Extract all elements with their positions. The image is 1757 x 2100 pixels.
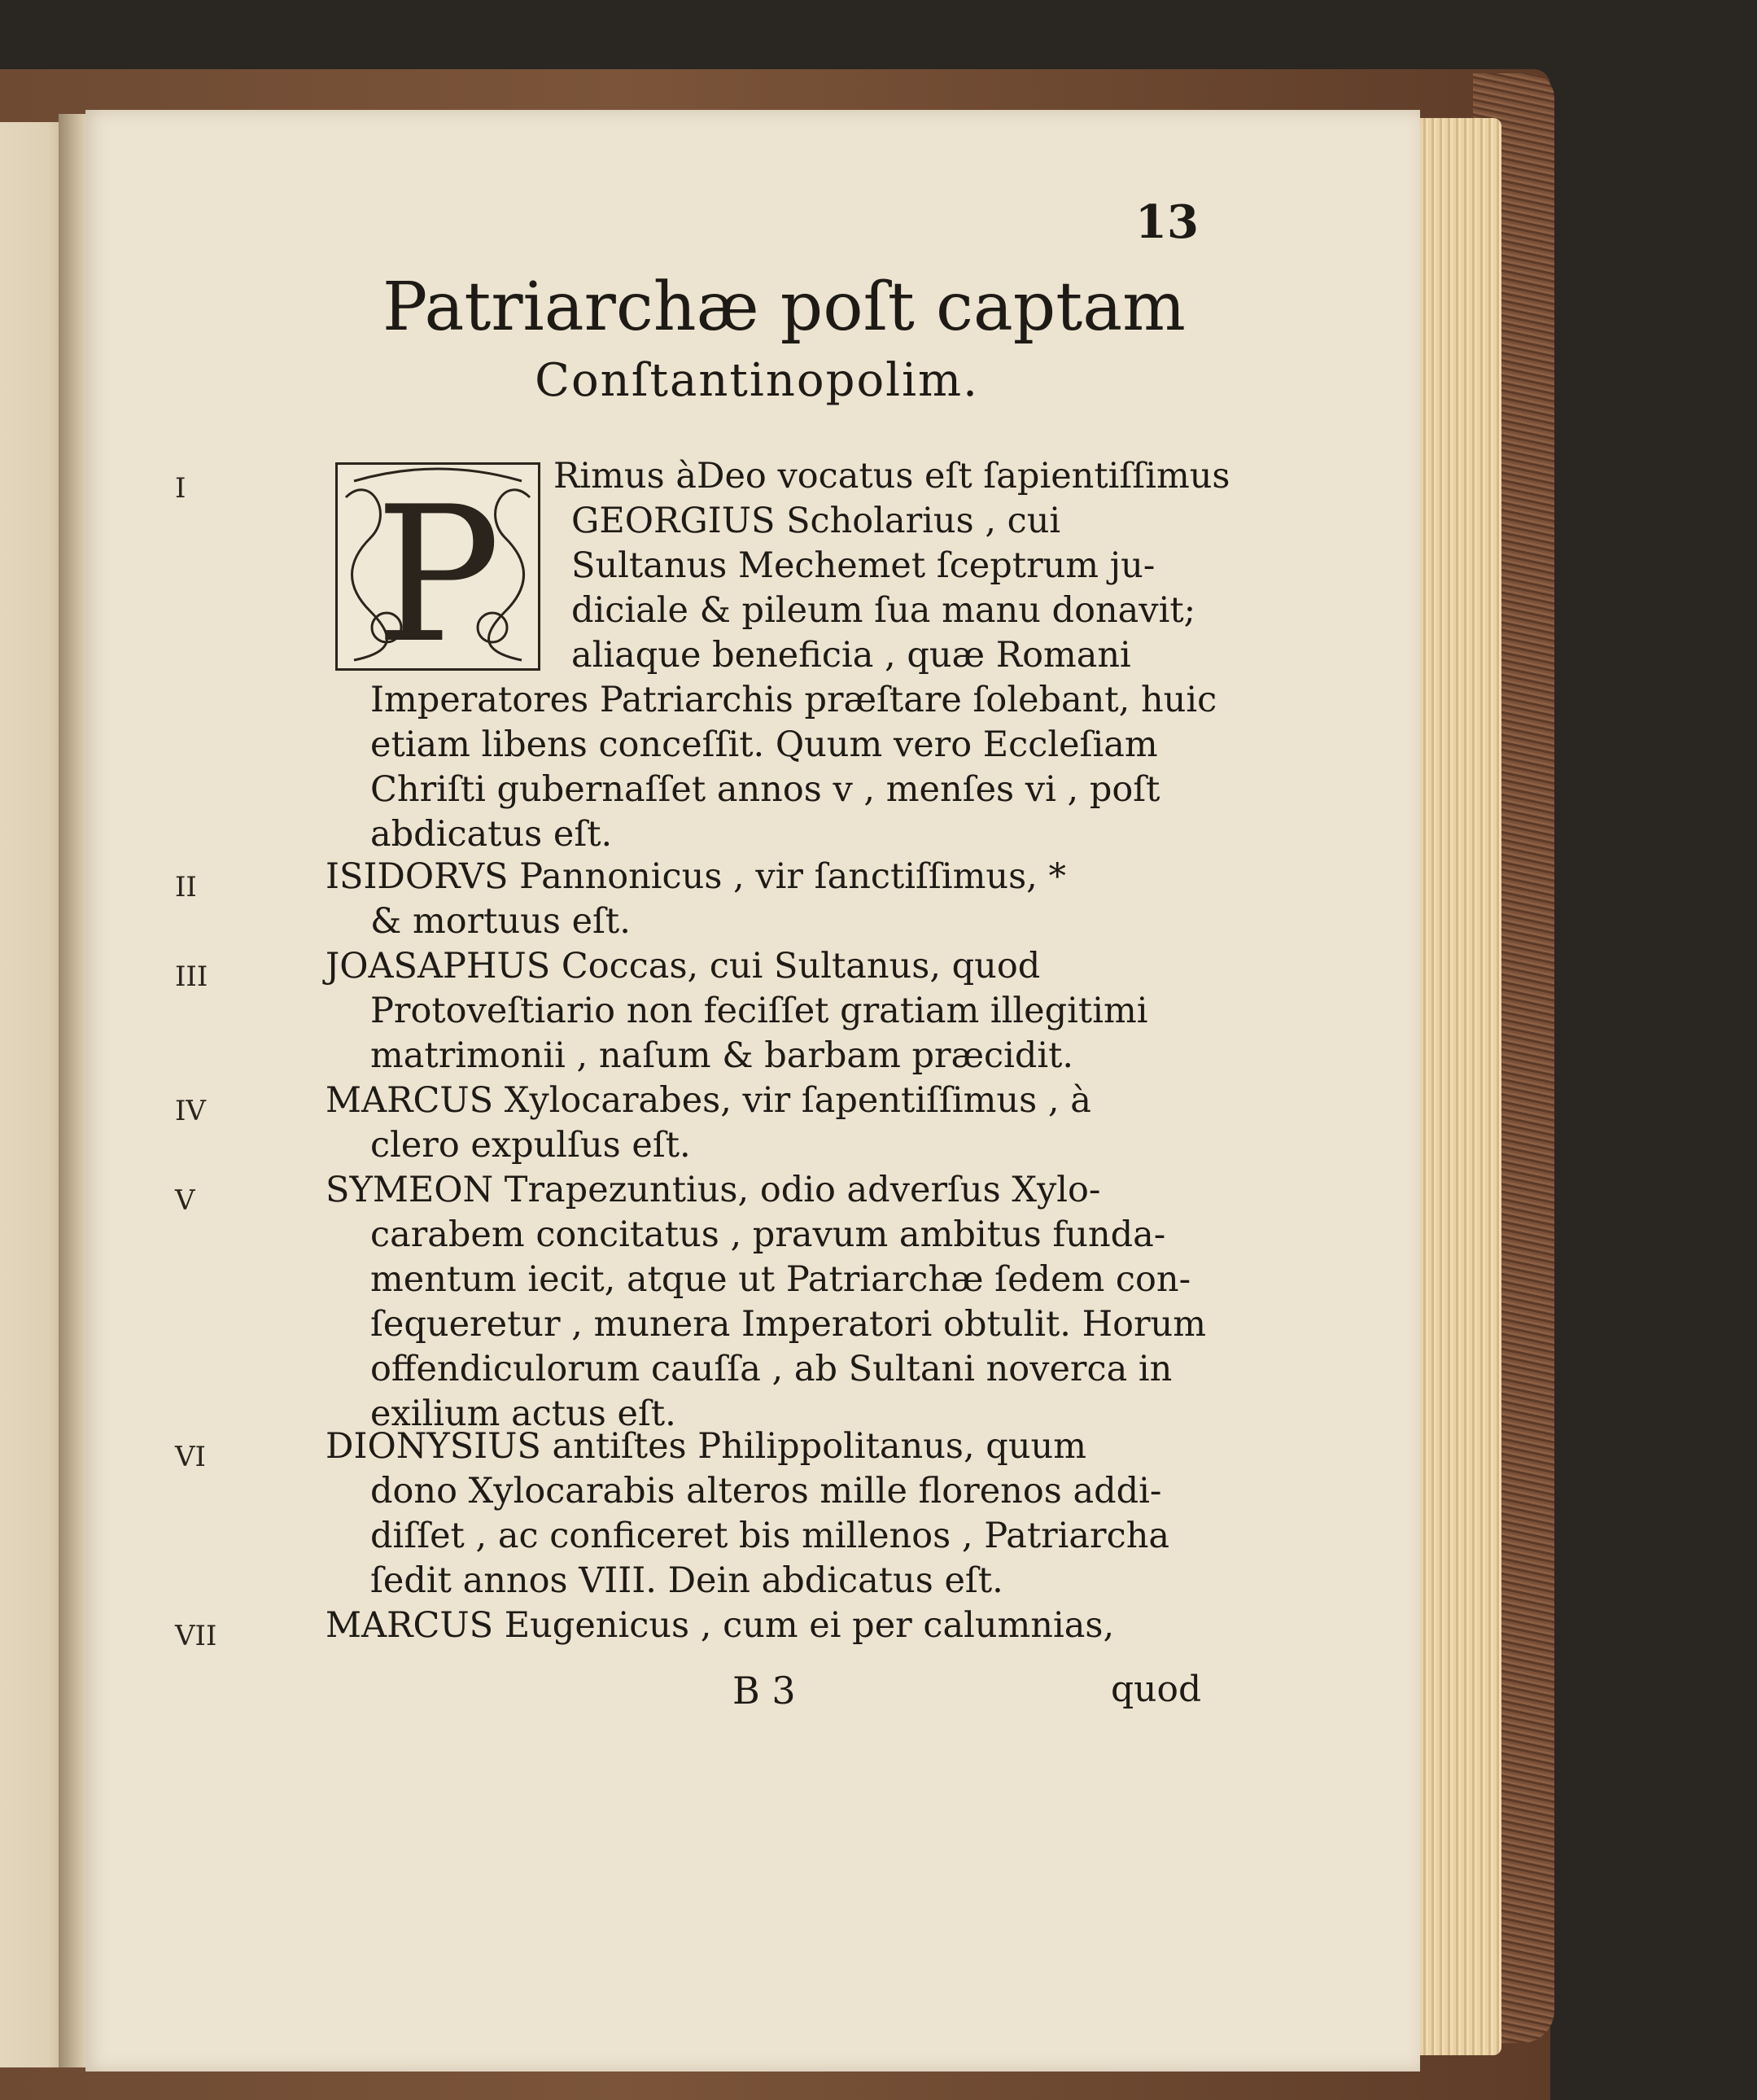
entry-6-line-2: dono Xylocarabis alteros mille florenos addi- <box>370 1471 1162 1512</box>
entry-1-line-8: Chriſti gubernaſſet annos v , menſes vi , poſt <box>370 769 1160 810</box>
entry-1-body <box>370 678 1217 857</box>
entry-3-line-2: Protoveſtiario non feciſſet gratiam illegitimi <box>370 991 1148 1031</box>
entry-1-line-7: etiam libens conceſſit. Quum vero Eccleſiam <box>370 724 1158 765</box>
entry-6-line-3: diſſet , ac conficeret bis millenos , Patriarcha <box>370 1516 1170 1556</box>
entry-1-head <box>553 454 1230 678</box>
entry-2-line-2: & mortuus eſt. <box>370 901 631 942</box>
page-subtitle: Conſtantinopolim. <box>535 354 979 407</box>
entry-4 <box>326 1078 1091 1168</box>
entry-1-line-4: diciale & pileum ſua manu donavit; <box>571 590 1196 631</box>
catchword: quod <box>1111 1669 1202 1710</box>
entry-numeral-1: I <box>175 472 186 505</box>
entry-4-line-1: MARCUS Xylocarabes, vir ſapentiſſimus , à <box>326 1080 1091 1121</box>
entry-1-line-5: aliaque beneficia , quæ Romani <box>571 635 1131 676</box>
entry-2 <box>326 855 1066 944</box>
ornament-icon <box>338 465 538 668</box>
entry-1-line-2: GEORGIUS Scholarius , cui <box>571 501 1061 541</box>
entry-1-line-9: abdicatus eſt. <box>370 814 613 855</box>
entry-5-line-5: offendiculorum cauſſa , ab Sultani noverca in <box>370 1349 1173 1389</box>
entry-1-line-3: Sultanus Mechemet ſceptrum ju- <box>571 545 1156 586</box>
entry-6-line-1: DIONYSIUS antiſtes Philippolitanus, quum <box>326 1426 1086 1467</box>
entry-1-line-1: Rimus àDeo vocatus eſt ſapientiſſimus <box>553 456 1230 497</box>
entry-6 <box>326 1424 1169 1603</box>
page-number: 13 <box>1135 195 1199 249</box>
entry-2-line-1: ISIDORVS Pannonicus , vir ſanctiſſimus, * <box>326 856 1066 897</box>
entry-4-line-2: clero expulſus eſt. <box>370 1125 691 1166</box>
entry-3 <box>326 944 1147 1078</box>
entry-5-line-4: ſequeretur , munera Imperatori obtulit. Horum <box>370 1304 1207 1345</box>
entry-5-line-3: mentum iecit, atque ut Patriarchæ ſedem con- <box>370 1259 1191 1300</box>
entry-numeral-7: VII <box>175 1620 217 1652</box>
entry-3-line-1: JOASAPHUS Coccas, cui Sultanus, quod <box>326 946 1041 987</box>
entry-5-line-2: carabem concitatus , pravum ambitus funda- <box>370 1214 1166 1255</box>
entry-numeral-2: II <box>175 871 197 903</box>
decorated-initial <box>335 462 540 671</box>
entry-numeral-4: IV <box>175 1095 206 1127</box>
entry-5-line-1: SYMEON Trapezuntius, odio adverſus Xylo- <box>326 1170 1101 1210</box>
entry-5 <box>326 1168 1206 1437</box>
page-title: Patriarchæ poſt captam <box>382 269 1186 346</box>
entry-5-line-6: exilium actus eſt. <box>370 1393 676 1434</box>
entry-numeral-5: V <box>175 1184 195 1217</box>
initial-letter: P <box>374 467 501 668</box>
entry-7 <box>326 1603 1114 1648</box>
entry-numeral-3: III <box>175 960 208 993</box>
entry-numeral-6: VI <box>175 1441 206 1473</box>
entry-6-line-4: ſedit annos VIII. Dein abdicatus eſt. <box>370 1560 1003 1601</box>
page-edges <box>1420 118 1501 2055</box>
entry-3-line-3: matrimonii , naſum & barbam præcidit. <box>370 1035 1074 1076</box>
entry-7-line-1: MARCUS Eugenicus , cum ei per calumnias, <box>326 1605 1115 1646</box>
signature-mark: B 3 <box>732 1669 796 1713</box>
entry-1-line-6: Imperatores Patriarchis præſtare ſolebant, huic <box>370 680 1217 720</box>
